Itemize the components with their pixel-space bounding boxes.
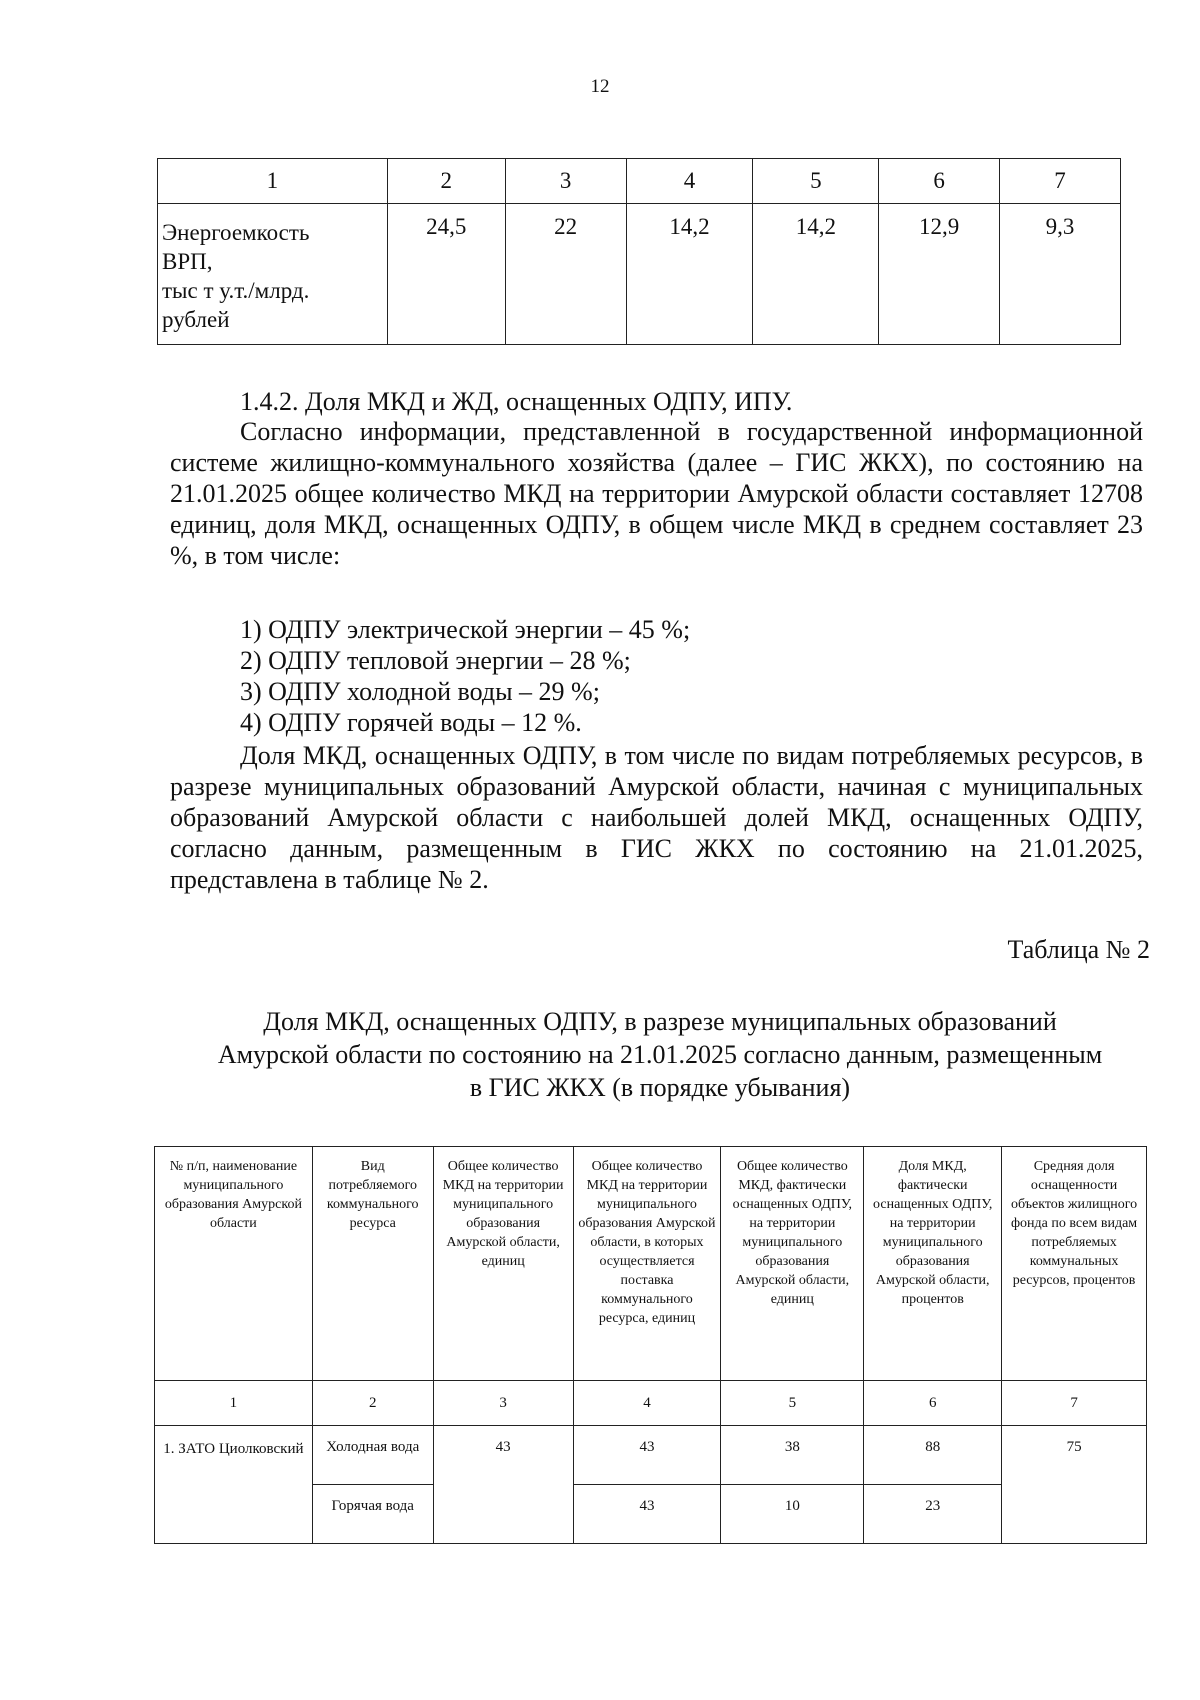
table-row (158, 204, 1121, 345)
column-number: 1 (155, 1381, 313, 1426)
column-header: Средняя доля оснащенности объектов жилищного фонда по всем видам потребляемых коммунальных ресурсов, процентов (1002, 1147, 1147, 1381)
energy-intensity-table (157, 158, 1121, 345)
list-item: 3) ОДПУ холодной воды – 29 %; (240, 677, 600, 706)
list-item: 1) ОДПУ электрической энергии – 45 %; (240, 615, 691, 644)
column-header: Общее количество МКД на территории муниципального образования Амурской области, в которых осуществляется поставка коммунального ресурса, единиц (573, 1147, 721, 1381)
resource-cell: Холодная вода (312, 1426, 433, 1485)
list-item: 2) ОДПУ тепловой энергии – 28 %; (240, 646, 631, 675)
column-number: 2 (387, 159, 505, 204)
odpu-share-table (154, 1146, 1147, 1544)
column-number: 6 (864, 1381, 1002, 1426)
column-number: 5 (753, 159, 879, 204)
column-header: Доля МКД, фактически оснащенных ОДПУ, на территории муниципального образования Амурской области, процентов (864, 1147, 1002, 1381)
column-header: Общее количество МКД, фактически оснащенных ОДПУ, на территории муниципального образования Амурской области, единиц (721, 1147, 864, 1381)
column-number: 1 (158, 159, 388, 204)
row-label-line: рублей (162, 307, 230, 332)
table-cell: 24,5 (387, 204, 505, 345)
equipped-cell: 10 (721, 1485, 864, 1544)
caption-line: в ГИС ЖКХ (в порядке убывания) (469, 1073, 851, 1102)
page-number: 12 (590, 76, 610, 97)
table-label: Таблица № 2 (1007, 935, 1150, 964)
column-number: 7 (1000, 159, 1121, 204)
table-caption (170, 1005, 1150, 1104)
average-cell: 75 (1002, 1426, 1147, 1544)
table-header-row (155, 1147, 1147, 1381)
total-mkd-cell: 43 (433, 1426, 573, 1544)
table-cell: 22 (505, 204, 626, 345)
column-header: № п/п, наименование муниципального образования Амурской области (155, 1147, 313, 1381)
caption-line: Амурской области по состоянию на 21.01.2025 согласно данным, размещенным (217, 1040, 1103, 1069)
list-item: 4) ОДПУ горячей воды – 12 %. (240, 708, 582, 737)
column-number: 7 (1002, 1381, 1147, 1426)
share-cell: 88 (864, 1426, 1002, 1485)
row-label-line: ВРП, (162, 249, 213, 274)
paragraph: Доля МКД, оснащенных ОДПУ, в том числе по видам потребляемых ресурсов, в разрезе муниципальных образований Амурской области, начиная с муниципальных образований Амурской области с наибольшей долей МКД, оснащенных ОДПУ, согласно данным, размещенным в ГИС ЖКХ по состоянию на 21.01.2025, представлена в таблице № 2. (170, 741, 1143, 894)
column-number: 4 (626, 159, 753, 204)
column-number: 6 (879, 159, 1000, 204)
resource-cell: Горячая вода (312, 1485, 433, 1544)
column-number: 3 (433, 1381, 573, 1426)
column-number: 3 (505, 159, 626, 204)
equipped-cell: 38 (721, 1426, 864, 1485)
paragraph: Согласно информации, представленной в государственной информационной системе жилищно-коммунального хозяйства (далее – ГИС ЖКХ), по состоянию на 21.01.2025 общее количество МКД на территории Амурской области составляет 12708 единиц, доля МКД, оснащенных ОДПУ, в общем числе МКД в среднем составляет 23 %, в том числе: (170, 417, 1143, 570)
table-number-row (155, 1381, 1147, 1426)
column-header: Общее количество МКД на территории муниципального образования Амурской области, единиц (433, 1147, 573, 1381)
table-cell: 14,2 (626, 204, 753, 345)
section-heading: 1.4.2. Доля МКД и ЖД, оснащенных ОДПУ, ИПУ. (240, 387, 793, 416)
row-label (158, 204, 388, 345)
supplied-cell: 43 (573, 1426, 721, 1485)
row-label-line: тыс т у.т./млрд. (162, 278, 310, 303)
supplied-cell: 43 (573, 1485, 721, 1544)
municipality-cell: 1. ЗАТО Циолковский (155, 1426, 313, 1544)
caption-line: Доля МКД, оснащенных ОДПУ, в разрезе муниципальных образований (263, 1007, 1057, 1036)
table-row (155, 1426, 1147, 1485)
table-cell: 12,9 (879, 204, 1000, 345)
table-cell: 9,3 (1000, 204, 1121, 345)
table-cell: 14,2 (753, 204, 879, 345)
share-cell: 23 (864, 1485, 1002, 1544)
table-header-row (158, 159, 1121, 204)
column-number: 4 (573, 1381, 721, 1426)
column-header: Вид потребляемого коммунального ресурса (312, 1147, 433, 1381)
column-number: 5 (721, 1381, 864, 1426)
column-number: 2 (312, 1381, 433, 1426)
row-label-line: Энергоемкость (162, 220, 310, 245)
